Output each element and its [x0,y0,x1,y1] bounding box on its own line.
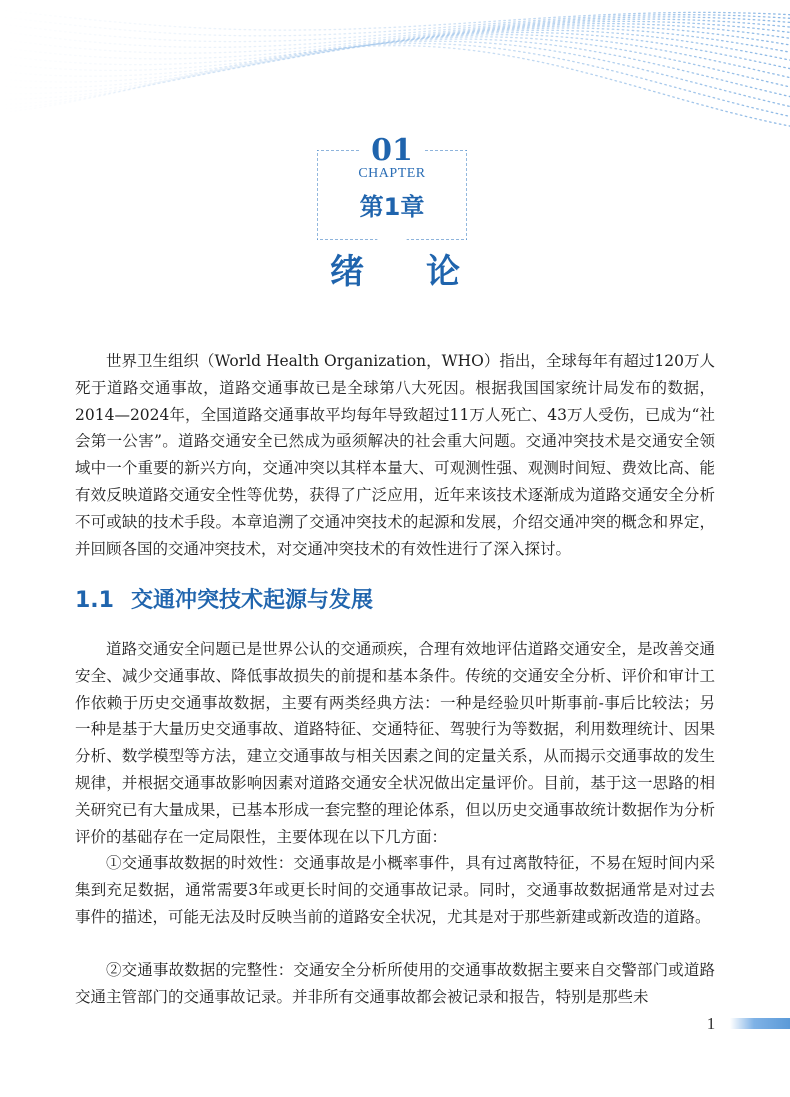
wave-line [0,21,790,53]
body-paragraph: ②交通事故数据的完整性：交通安全分析所使用的交通事故数据主要来自交警部门或道路交通主管部门的交通事故记录。并非所有交通事故都会被记录和报告，特别是那些未 [75,961,715,1006]
body-paragraph: ①交通事故数据的时效性：交通事故是小概率事件，具有过离散特征，不易在短时间内采集到充足数据，通常需要3年或更长时间的交通事故记录。同时，交通事故数据通常是对过去事件的描述，可能无法及时反映当前的道路安全状况，尤其是对于那些新建或新改造的道路。 [75,854,715,926]
wave-line [0,15,790,36]
chapter-label: CHAPTER [358,166,426,181]
chapter-title: 绪论 [330,252,522,292]
page-number-bar [730,1018,790,1029]
page-number: 1 [706,1014,716,1033]
wave-line [0,10,790,30]
chapter-cn-label: 第1章 [359,193,425,221]
section-heading [75,586,715,616]
wave-line [0,44,790,117]
wave-line [0,30,790,76]
wave-line [0,41,790,106]
decorative-wave-pattern [0,0,790,140]
intro-paragraph: 世界卫生组织（World Health Organization，WHO）指出，全球每年有超过120万人死于道路交通事故，道路交通事故已是全球第八大死因。根据我国国家统计局发布的数据，2014—2024年，全国道路交通事故平均每年导致超过11万人死亡、43万人受伤，已成为“社会第一公害”。道路交通安全已然成为亟须解决的社会重大问题。交通冲突技术是交通安全领域中一个重要的新兴方向，交通冲突以其样本量大、可观测性强、观测时间短、费效比高、能有效反映道路交通安全性等优势，获得了广泛应用，近年来该技术逐渐成为道路交通安全分析不可或缺的技术手段。本章追溯了交通冲突技术的起源和发展，介绍交通冲突的概念和界定，并回顾各国的交通冲突技术，对交通冲突技术的有效性进行了深入探讨。 [75,352,715,558]
body-paragraph: 道路交通安全问题已是世界公认的交通顽疾，合理有效地评估道路交通安全，是改善交通安全、减少交通事故、降低事故损失的前提和基本条件。传统的交通安全分析、评价和审计工作依赖于历史交通事故数据，主要有两类经典方法：一种是经验贝叶斯事前-事后比较法；另一种是基于大量历史交通事故、道路特征、交通特征、驾驶行为等数据，利用数理统计、因果分析、数学模型等方法，建立交通事故与相关因素之间的定量关系，从而揭示交通事故的发生规律，并根据交通事故影响因素对道路交通安全状况做出定量评价。目前，基于这一思路的相关研究已有大量成果，已基本形成一套完整的理论体系，但以历史交通事故统计数据作为分析评价的基础存在一定局限性，主要体现在以下几方面： [75,640,715,846]
chapter-number: 01 [371,133,413,168]
section-number: 1.1 [75,588,114,613]
wave-line [0,39,790,99]
section-title: 交通冲突技术起源与发展 [131,588,374,613]
